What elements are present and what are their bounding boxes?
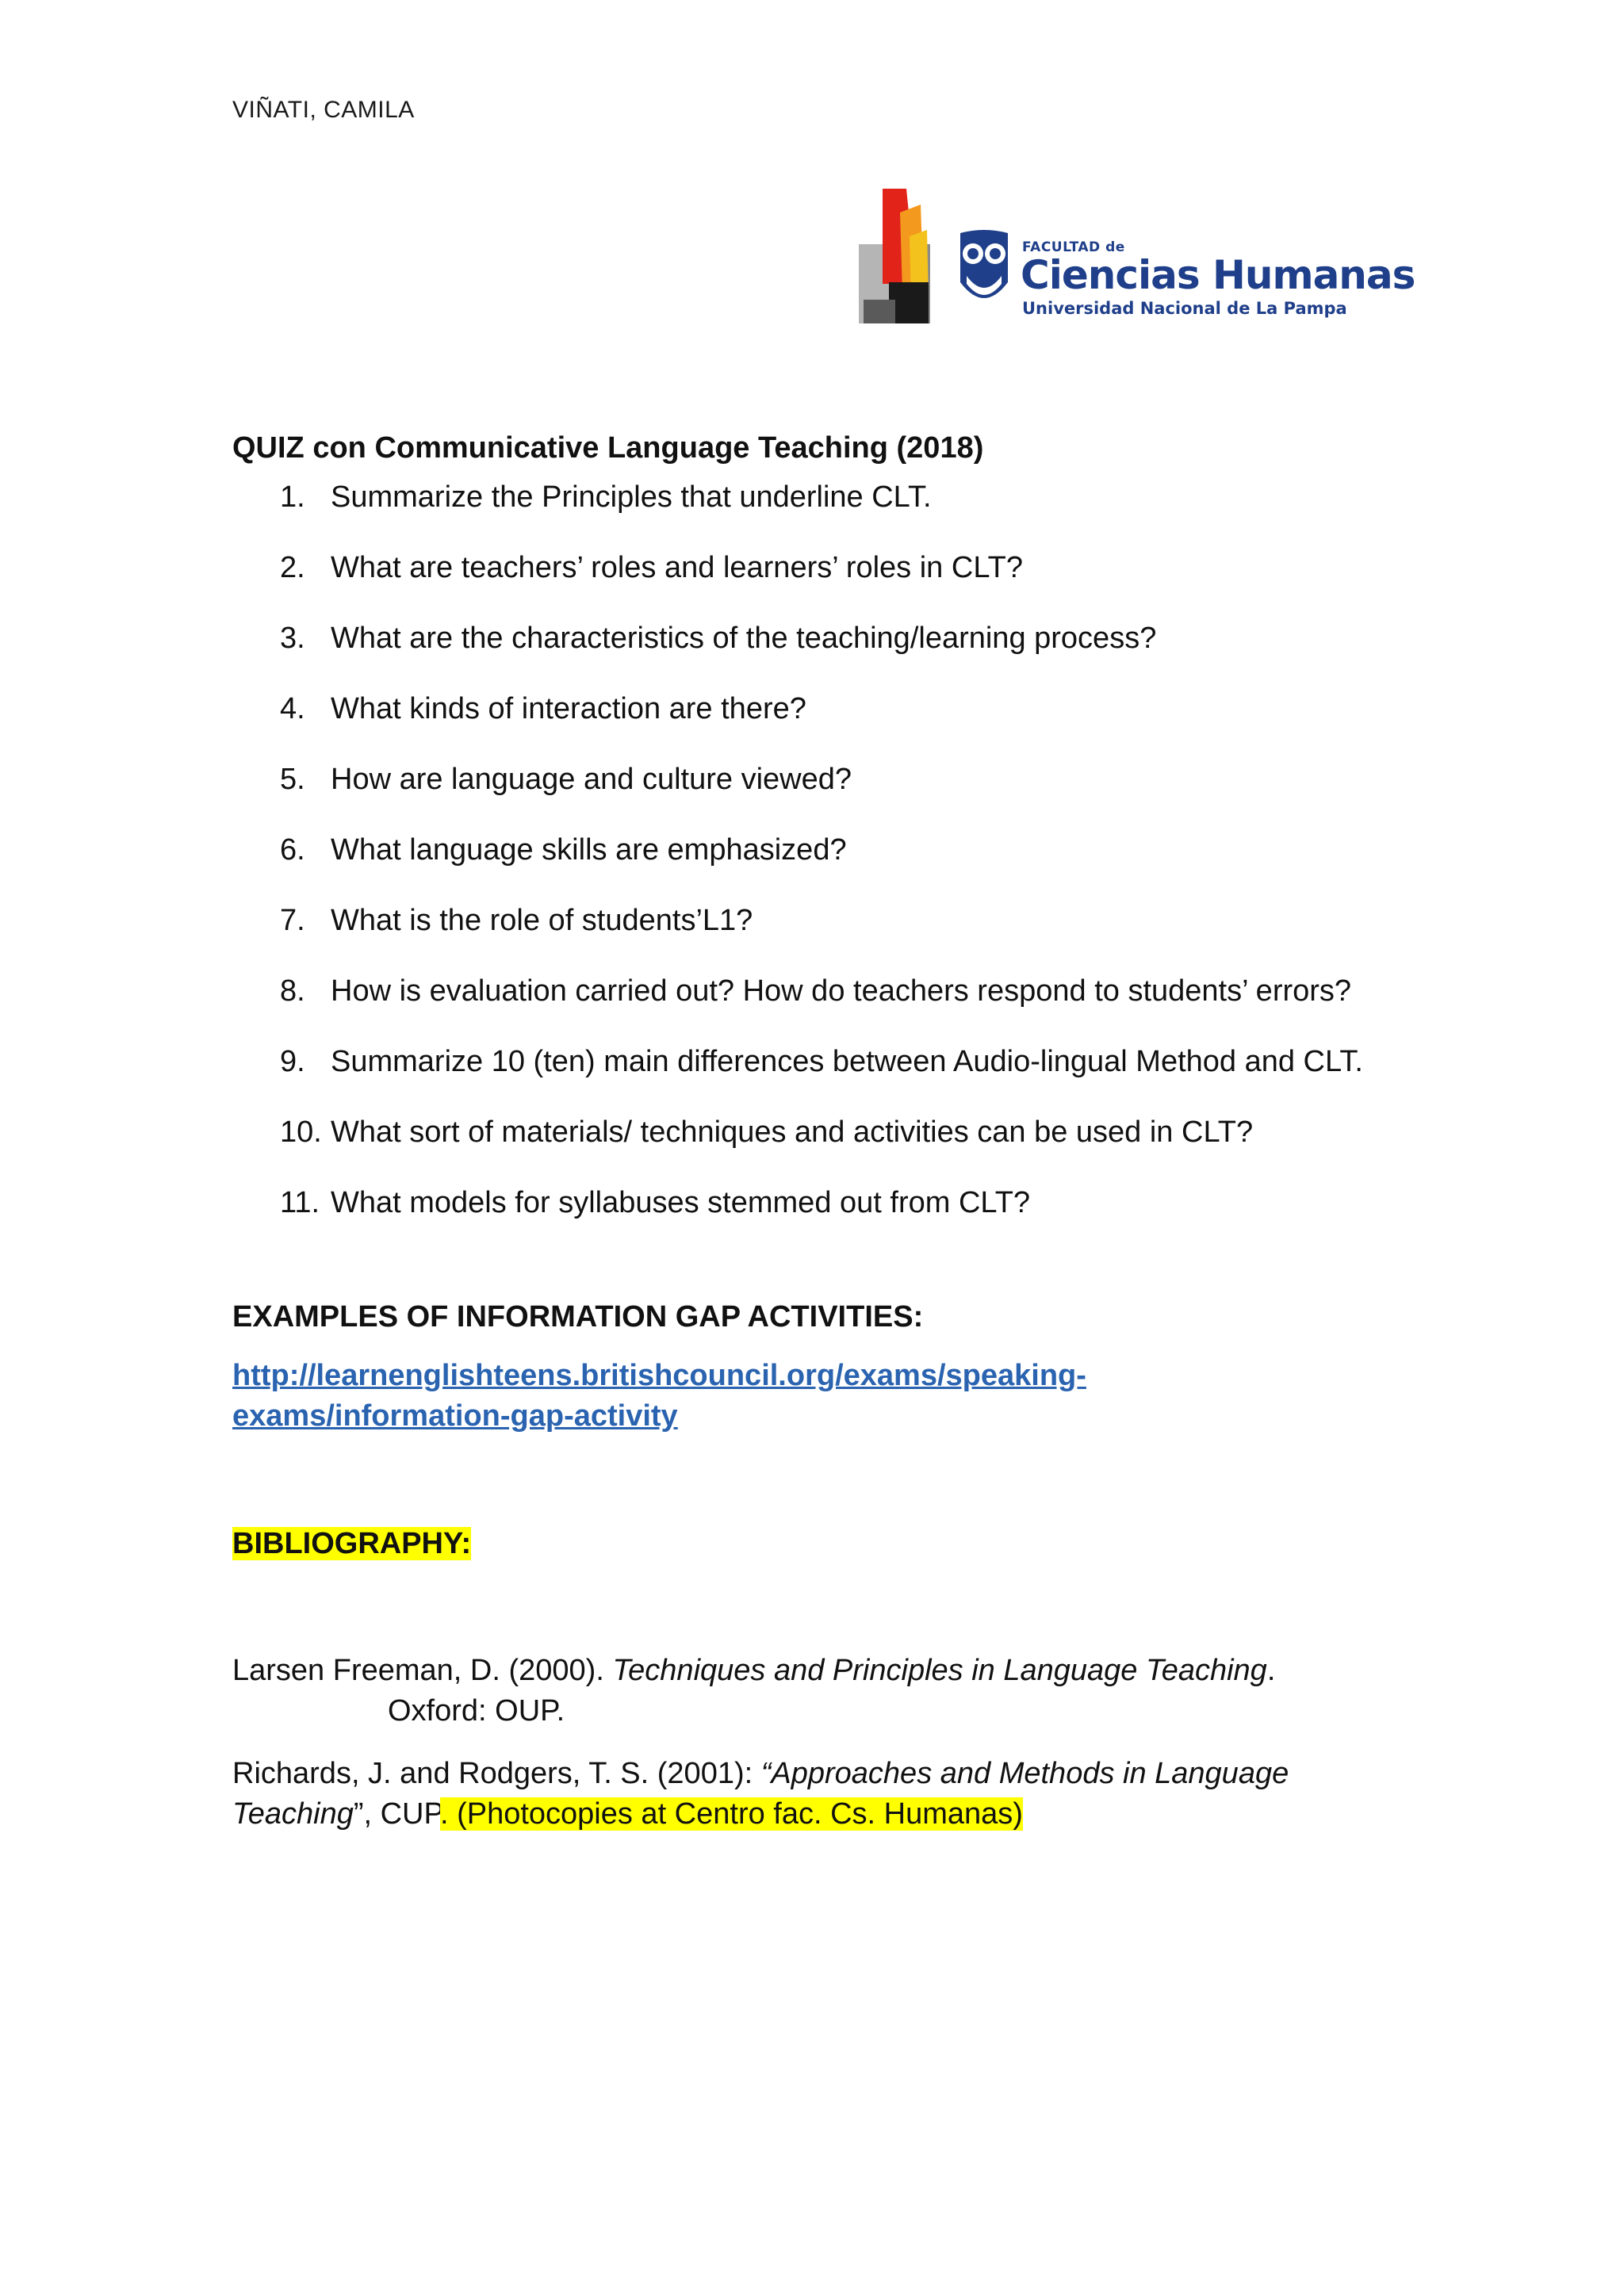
question-item: [232, 899, 1398, 942]
question-list: [232, 476, 1398, 1224]
author-name: VIÑATI, CAMILA: [232, 97, 415, 123]
ref-publisher: Oxford: OUP.: [388, 1694, 565, 1728]
question-text: What models for syllabuses stemmed out from CLT?: [331, 1186, 1031, 1219]
owl-icon: [956, 227, 1013, 314]
question-number: 9.: [280, 1045, 305, 1078]
question-text: What are the characteristics of the teaching/learning process?: [331, 622, 1157, 655]
question-text: What sort of materials/ techniques and activities can be used in CLT?: [331, 1115, 1254, 1149]
ref-title: “Approaches and Methods in Language Teaching: [232, 1757, 1289, 1831]
question-text: What kinds of interaction are there?: [331, 692, 806, 725]
question-item: [232, 970, 1398, 1012]
question-text: What is the role of students’L1?: [331, 904, 753, 937]
bibliography-heading-text: BIBLIOGRAPHY:: [232, 1527, 472, 1560]
faculty-logo: [859, 189, 1415, 323]
question-number: 3.: [280, 622, 305, 655]
question-item: [232, 617, 1398, 660]
logo-university-name: Universidad Nacional de La Pampa: [1022, 299, 1347, 318]
ref-authors: Larsen Freeman, D. (2000).: [232, 1654, 613, 1687]
question-item: [232, 758, 1398, 801]
ref-note-highlight: . (Photocopies at Centro fac. Cs. Humanas): [439, 1797, 1023, 1831]
document-body: [232, 428, 1398, 1835]
ref-punct: .: [1266, 1654, 1276, 1687]
ref-title: Techniques and Principles in Language Teaching: [612, 1654, 1267, 1687]
question-number: 4.: [280, 692, 305, 725]
question-item: [232, 828, 1398, 871]
question-text: How are language and culture viewed?: [331, 763, 852, 796]
question-item: [232, 1040, 1398, 1083]
question-number: 5.: [280, 763, 305, 796]
question-text: What language skills are emphasized?: [331, 833, 847, 867]
question-item: [232, 546, 1398, 589]
university-emblem-icon: [859, 189, 938, 323]
question-number: 11.: [280, 1186, 320, 1219]
bibliography-entry: [232, 1651, 1398, 1732]
question-number: 7.: [280, 904, 305, 937]
bibliography-heading: [232, 1524, 1398, 1563]
quiz-title: QUIZ con Communicative Language Teaching (2018): [232, 431, 984, 465]
question-text: Summarize the Principles that underline CLT.: [331, 480, 932, 514]
question-number: 6.: [280, 833, 305, 867]
information-gap-link[interactable]: http://learnenglishteens.britishcouncil.org/exams/speaking-exams/information-gap-activity: [232, 1359, 1086, 1433]
question-number: 1.: [280, 480, 305, 514]
bibliography-entry: [232, 1754, 1398, 1835]
question-item: [232, 687, 1398, 730]
ref-authors: Richards, J. and Rodgers, T. S. (2001):: [232, 1757, 761, 1790]
question-item: [232, 1181, 1398, 1224]
question-number: 2.: [280, 551, 305, 584]
question-item: [232, 1111, 1398, 1154]
question-number: 8.: [280, 974, 305, 1008]
ref-publisher: ”, CUP: [353, 1797, 440, 1831]
question-text: What are teachers’ roles and learners’ roles in CLT?: [331, 551, 1023, 584]
logo-faculty-label: FACULTAD de: [1022, 239, 1125, 255]
examples-heading: EXAMPLES OF INFORMATION GAP ACTIVITIES:: [232, 1300, 924, 1334]
question-number: 10.: [280, 1115, 322, 1149]
question-text: How is evaluation carried out? How do teachers respond to students’ errors?: [331, 974, 1352, 1008]
question-text: Summarize 10 (ten) main differences between Audio-lingual Method and CLT.: [331, 1045, 1363, 1078]
question-item: [232, 476, 1398, 519]
logo-school-name: Ciencias Humanas: [1021, 252, 1415, 298]
